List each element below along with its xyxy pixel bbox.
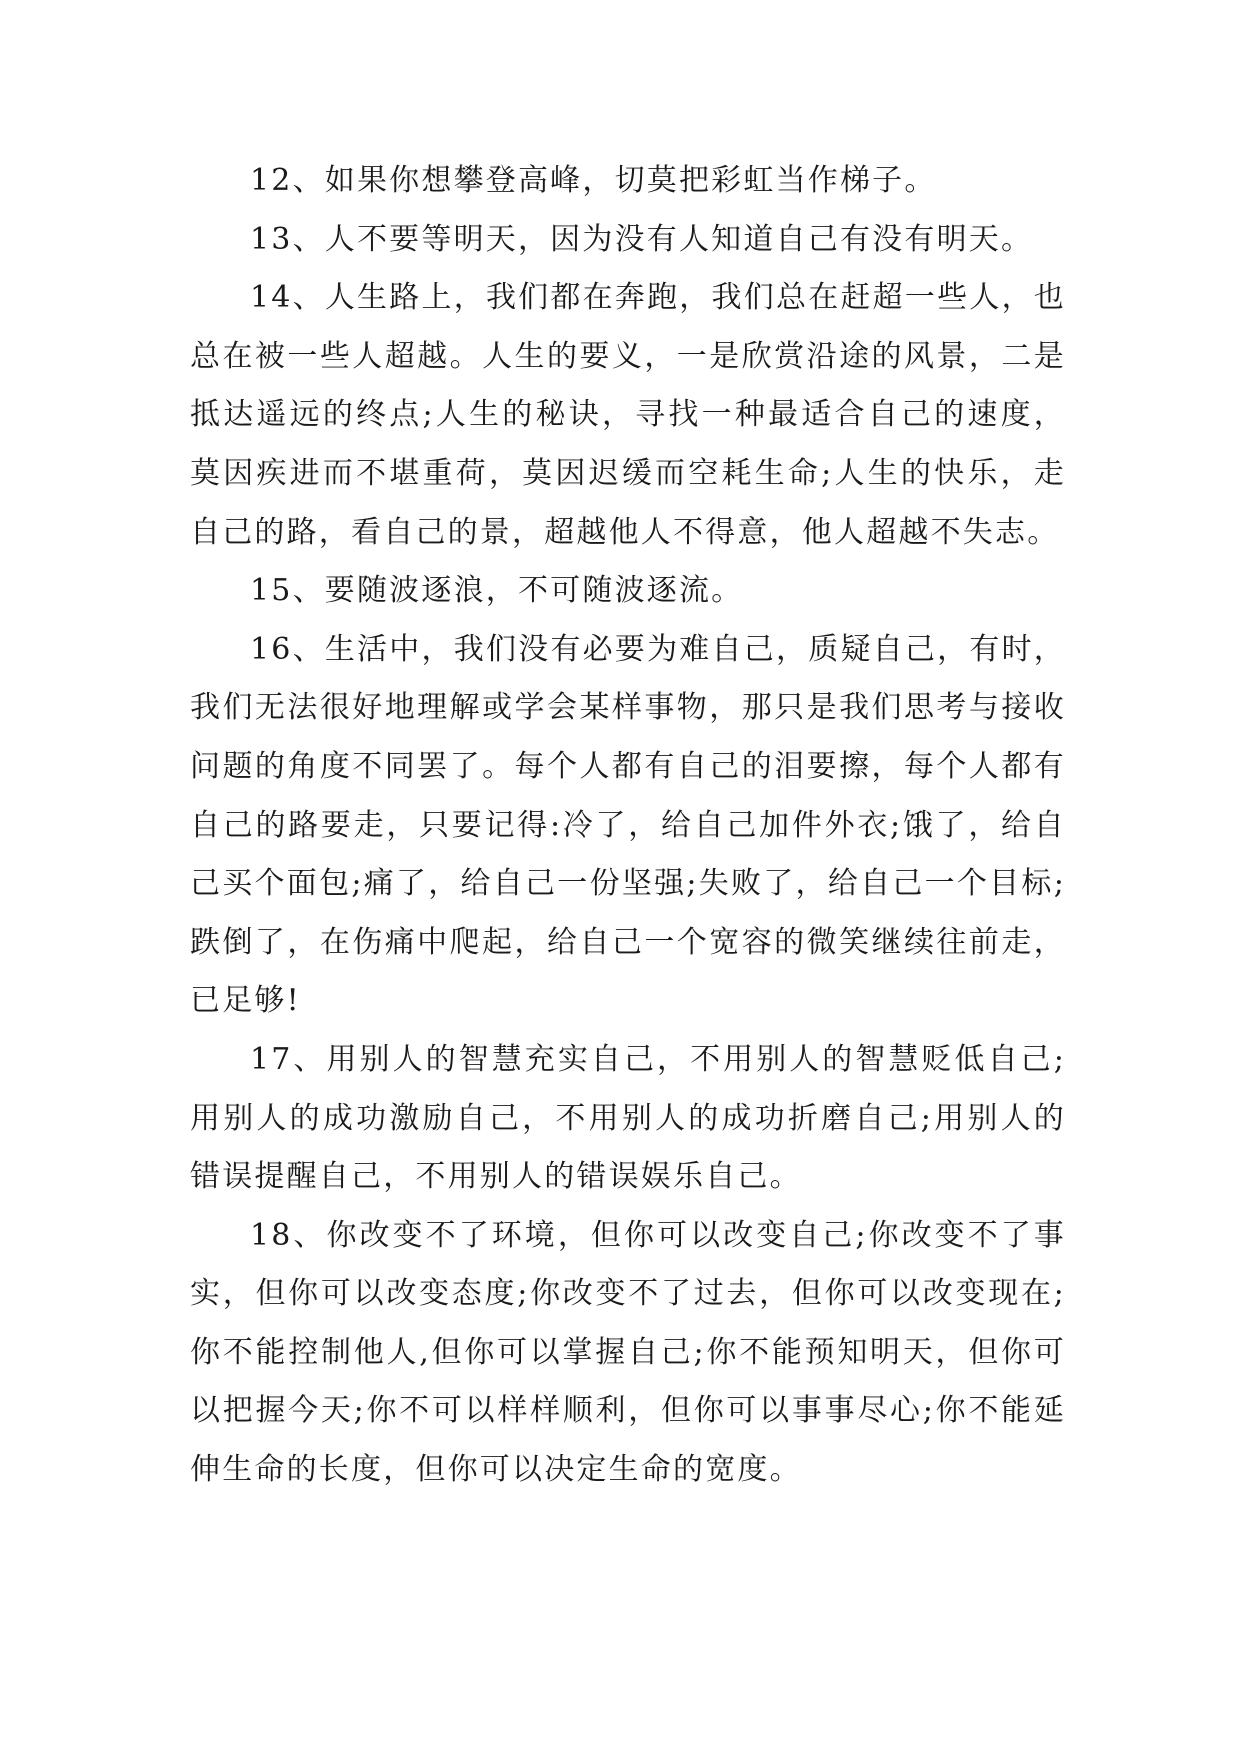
paragraph-17: 17、用别人的智慧充实自己，不用别人的智慧贬低自己;用别人的成功激励自己，不用别人的成功折磨自己;用别人的错误提醒自己，不用别人的错误娱乐自己。 [190, 1041, 1066, 1195]
document-body [190, 152, 1066, 1500]
paragraph-18: 18、你改变不了环境，但你可以改变自己;你改变不了事实，但你可以改变态度;你改变不了过去，但你可以改变现在;你不能控制他人,但你可以掌握自己;你不能预知明天，但你可以把握今天;你不可以样样顺利，但你可以事事尽心;你不能延伸生命的长度，但你可以决定生命的宽度。 [190, 1217, 1066, 1488]
paragraph-12: 12、如果你想攀登高峰，切莫把彩虹当作梯子。 [250, 163, 937, 198]
paragraph-16: 16、生活中，我们没有必要为难自己，质疑自己，有时，我们无法很好地理解或学会某样事物，那只是我们思考与接收问题的角度不同罢了。每个人都有自己的泪要擦，每个人都有自己的路要走，只要记得:冷了，给自己加件外衣;饿了，给自己买个面包;痛了，给自己一份坚强;失败了，给自己一个目标;跌倒了，在伤痛中爬起，给自己一个宽容的微笑继续往前走，已足够! [190, 631, 1066, 1019]
paragraph-15: 15、要随波逐浪，不可随波逐流。 [250, 573, 744, 609]
paragraph-13: 13、人不要等明天，因为没有人知道自己有没有明天。 [250, 221, 1034, 257]
paragraph-14: 14、人生路上，我们都在奔跑，我们总在赶超一些人，也总在被一些人超越。人生的要义，一是欣赏沿途的风景，二是抵达遥远的终点;人生的秘诀，寻找一种最适合自己的速度，莫因疾进而不堪重荷，莫因迟缓而空耗生命;人生的快乐，走自己的路，看自己的景，超越他人不得意，他人超越不失志。 [190, 280, 1066, 550]
